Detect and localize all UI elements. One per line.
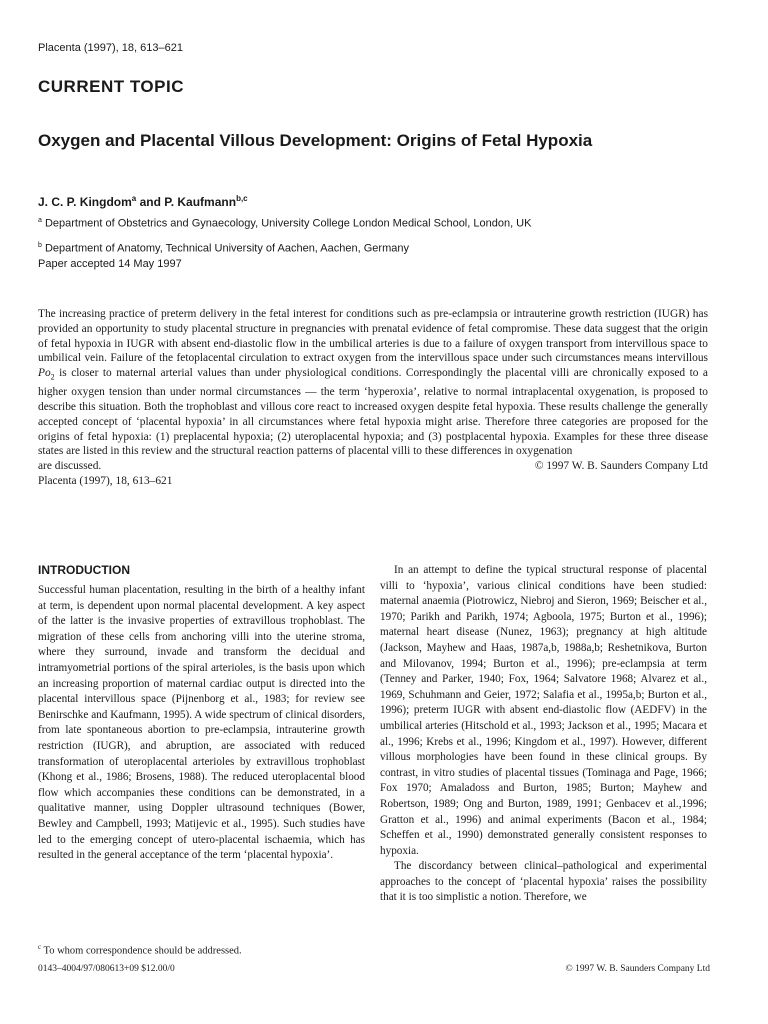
article-title: Oxygen and Placental Villous Development: Origins of Fetal Hypoxia [38, 131, 593, 150]
issn-line: 0143–4004/97/080613+09 $12.00/0 [38, 964, 175, 974]
affiliation-text: Department of Anatomy, Technical University of Aachen, Aachen, Germany [41, 242, 409, 255]
footer-copyright: © 1997 W. B. Saunders Company Ltd [565, 964, 710, 974]
abstract [38, 307, 708, 489]
abstract-copyright: © 1997 W. B. Saunders Company Ltd [534, 460, 708, 473]
abstract-text: The increasing practice of preterm delivery in the fetal interest for conditions such as pre-eclampsia or intrauterine growth restriction (IUGR) has provided an opportunity to study placental structure in pregnancies with prenatal evidence of fetal compromise. These data suggest that the origin of fetal hypoxia in IUGR with absent end-diastolic flow in the umbilical arteries is due to a failure of oxygen transport from intervillous space to umbilical vein. Failure of the fetoplacental circulation to extract oxygen from the intervillous space under such circumstances means intervillous [38, 308, 708, 365]
body-paragraph: The discordancy between clinical–pathological and experimental approaches to the concept of ‘placental hypoxia’ raises the possibility that it is too simplistic a notion. Therefore, we [380, 860, 707, 904]
po2-subscript: 2 [50, 372, 55, 382]
body-paragraph: Successful human placentation, resulting in the birth of a healthy infant at term, is dependent upon normal placental development. A key aspect of the latter is the invasive properties of extravillous trophoblast. The migration of these cells from anchoring villi into the uterine stroma, where they surround, invade and transform the decidual and intramyometrial portions of the spiral arterioles, is the basis upon which an increasing proportion of maternal cardiac output is directed into the placental intervillous space (Pijnenborg et al., 1983; for review see Benirschke and Kaufmann, 1995). A wide spectrum of clinical disorders, from late spontaneous abortion to pre-eclampsia, intrauterine growth restriction (IUGR), and abruption, are associated with reduced transformation of uteroplacental arterioles by extravillous trophoblast (Khong et al., 1986; Brosens, 1988). The reduced uteroplacental blood flow which accompanies these conditions can be demonstrated, in a qualitative manner, using Doppler ultrasound techniques (Bower, Bewley and Campbell, 1993; Matijevic et al., 1995). Such studies have led to the emerging concept of utero-placental ischaemia, which has resulted in the general acceptance of the term ‘placental hypoxia’. [38, 584, 365, 862]
abstract-text: is closer to maternal arterial values than under physiological conditions. Correspondingly the placental villi are chronically exposed to a higher oxygen tension than under normal circumstances — the term ‘hyperoxia’, relative to normal intraplacental oxygenation, is proposed to describe this situation. Both the trophoblast and villous core react to increased oxygen despite fetal hypoxia. These results challenge the generally accepted concept of ‘placental hypoxia’ in all circumstances where fetal hypoxia might arise. Therefore three categories are proposed for the origins of fetal hypoxia: (1) preplacental hypoxia; (2) uteroplacental hypoxia; and (3) postplacental hypoxia. Examples for these three disease states are listed in this review and the structural reaction patterns of placental villi to these differences in oxygenation [38, 367, 708, 458]
affiliation-marker: a [38, 217, 42, 224]
correspondence-footnote [38, 943, 242, 957]
author-name: P. Kaufmann [164, 195, 237, 209]
footnote-marker: c [38, 943, 42, 951]
author-name: J. C. P. Kingdom [38, 195, 132, 209]
abstract-body [38, 307, 708, 459]
affiliation-marker: a [131, 194, 137, 203]
journal-citation-header: Placenta (1997), 18, 613–621 [38, 42, 183, 54]
abstract-end-line [38, 459, 708, 474]
affiliation-marker: b [38, 242, 42, 249]
po2-symbol: Po [38, 367, 51, 380]
abstract-citation: Placenta (1997), 18, 613–621 [38, 475, 173, 488]
abstract-last-line: are discussed. [38, 460, 102, 473]
author-list [38, 194, 248, 209]
right-column [380, 563, 707, 906]
accepted-date: Paper accepted 14 May 1997 [38, 258, 182, 270]
body-paragraph: In an attempt to define the typical structural response of placental villi to ‘hypoxia’, various clinical conditions have been studied: maternal anaemia (Piotrowicz, Niebroj and Sieron, 1969; Beischer et al., 1970; Parikh and Parikh, 1974; Agboola, 1975; Burton et al., 1996); maternal heart disease (Nunez, 1963); pregnancy at high altitude (Jackson, Mayhew and Haas, 1987a,b, 1988a,b; Reshetnikova, Burton and Milovanov, 1994; Burton et al., 1996); pre-eclampsia at term (Tenney and Parker, 1940; Fox, 1964; Salvatore 1968; Alvarez et al., 1969, Schuhmann and Geier, 1972; Salafia et al., 1995a,b; Burton et al., 1996); preterm IUGR with absent end-diastolic flow (AEDFV) in the umbilical arteries (Hitschold et al., 1993; Jackson et al., 1995; Macara et al., 1996; Krebs et al., 1996; Kingdom et al., 1997). However, different villous morphologies have been found in these clinical groups. By contrast, in vitro studies of placental tissues (Tominaga and Page, 1966; Fox 1970; Amaladoss and Burton, 1985; Burton; Mayhew and Robertson, 1989; Ong and Burton, 1989, 1991; Genbacev et al.,1996; Gratton et al., 1996) and animal experiments (Bacon et al., 1984; Scheffen et al., 1990) demonstrated generally consistent responses to hypoxia. [380, 564, 707, 857]
left-column [38, 583, 365, 864]
section-label: CURRENT TOPIC [38, 77, 184, 96]
affiliation-text: Department of Obstetrics and Gynaecology, University College London Medical School, London, UK [41, 217, 532, 230]
affiliation-b [38, 242, 409, 255]
author-joiner: and [136, 195, 165, 209]
affiliation-marker: b,c [236, 194, 248, 203]
footnote-text: To whom correspondence should be addressed. [41, 945, 242, 957]
introduction-heading: INTRODUCTION [38, 563, 130, 577]
affiliation-a [38, 217, 531, 230]
